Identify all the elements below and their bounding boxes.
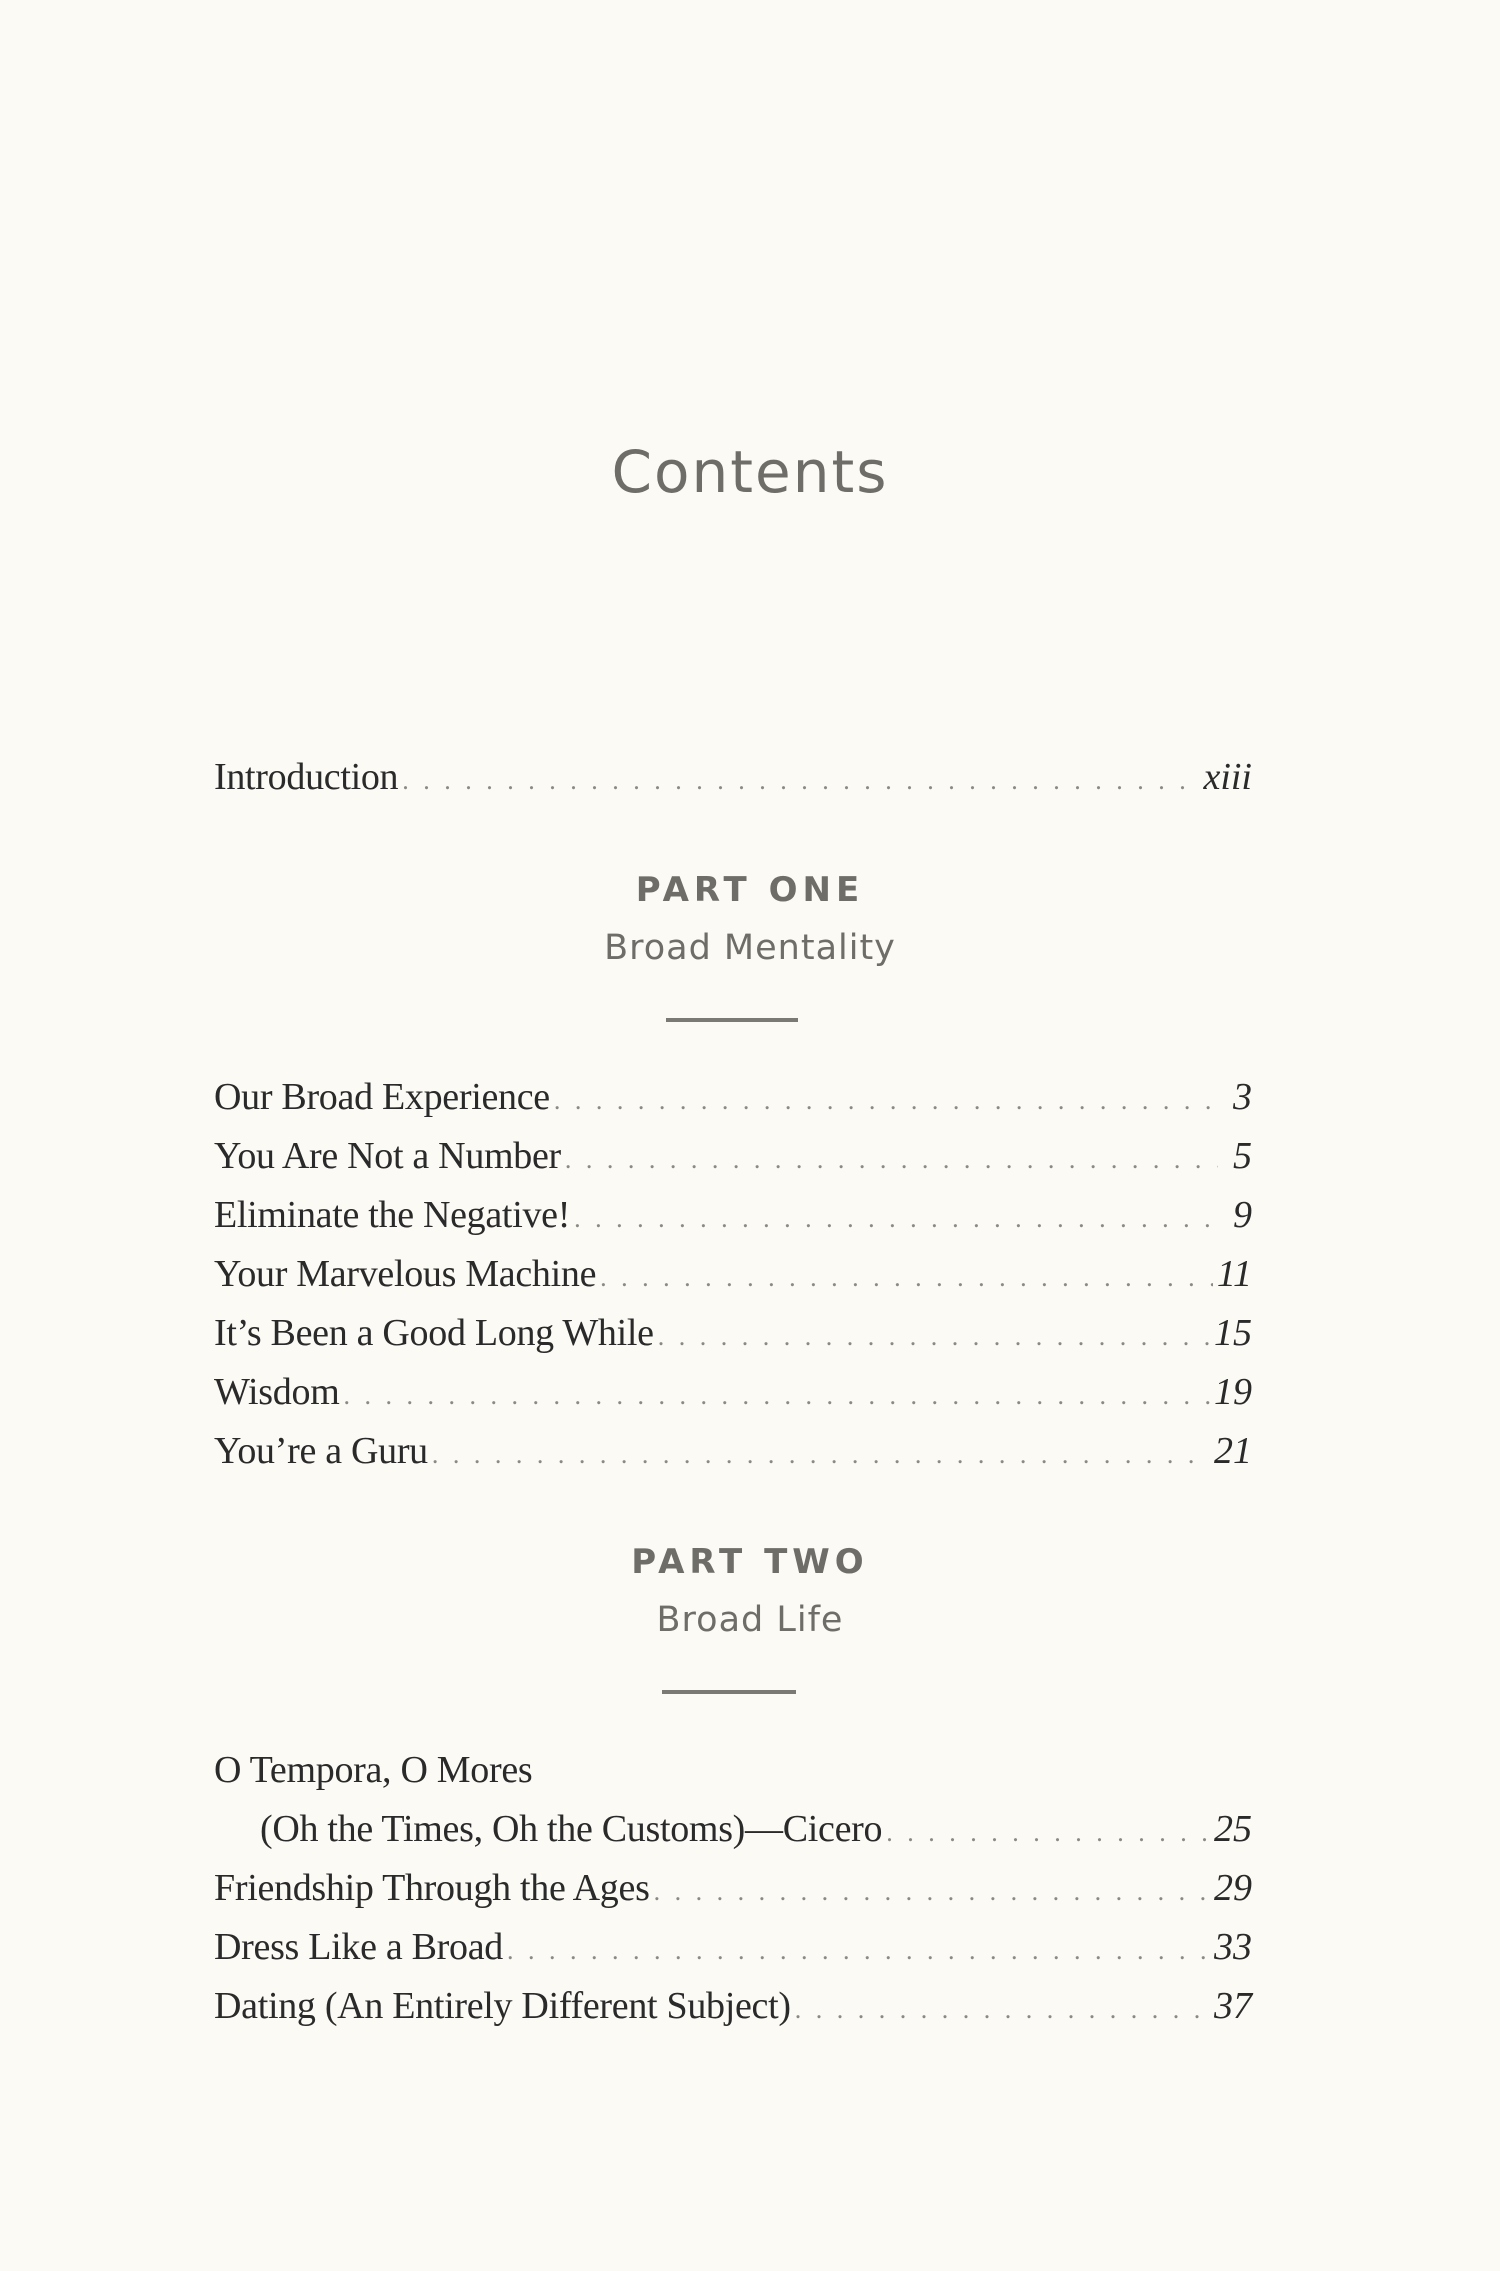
toc-part-two-list bbox=[214, 1741, 1252, 2036]
dot-leader bbox=[574, 1189, 1218, 1248]
dot-leader bbox=[554, 1071, 1218, 1130]
toc-entry-title: Our Broad Experience bbox=[214, 1076, 550, 1118]
dot-leader bbox=[654, 1862, 1210, 1921]
toc-entry-page: 5 bbox=[1233, 1135, 1252, 1177]
toc-entry-title: Eliminate the Negative! bbox=[214, 1194, 571, 1236]
dot-leader bbox=[565, 1130, 1218, 1189]
toc-entry bbox=[214, 1068, 1252, 1127]
toc-entry-title: You Are Not a Number bbox=[214, 1135, 561, 1177]
toc-entry bbox=[214, 1245, 1252, 1304]
toc-entry bbox=[214, 1127, 1252, 1186]
toc-entry bbox=[214, 1363, 1252, 1422]
toc-entry-page: 3 bbox=[1233, 1076, 1252, 1118]
dot-leader bbox=[432, 1425, 1210, 1484]
toc-entry-page: 21 bbox=[1214, 1430, 1252, 1472]
dot-leader bbox=[343, 1366, 1210, 1425]
toc-entry-page: 33 bbox=[1214, 1926, 1252, 1968]
toc-entry-title: You’re a Guru bbox=[214, 1430, 428, 1472]
toc-entry-title: Friendship Through the Ages bbox=[214, 1867, 650, 1909]
toc-entry-title: It’s Been a Good Long While bbox=[214, 1312, 654, 1354]
toc-entry bbox=[214, 1918, 1252, 1977]
toc-entry-page: xiii bbox=[1203, 756, 1252, 798]
dot-leader bbox=[507, 1921, 1210, 1980]
dot-leader bbox=[795, 1980, 1210, 2039]
toc-entry-page: 29 bbox=[1214, 1867, 1252, 1909]
part-two-label: PART TWO bbox=[631, 1542, 869, 1582]
part-one-divider bbox=[666, 1018, 798, 1022]
toc-entry-title: Wisdom bbox=[214, 1371, 340, 1413]
part-one-label: PART ONE bbox=[635, 870, 865, 910]
toc-entry-title: Introduction bbox=[214, 756, 399, 798]
part-two-subtitle: Broad Life bbox=[656, 1600, 844, 1640]
dot-leader bbox=[402, 751, 1199, 810]
toc-entry-page: 19 bbox=[1214, 1371, 1252, 1413]
toc-part-one-list bbox=[214, 1068, 1252, 1481]
toc-entry bbox=[214, 748, 1252, 807]
toc-entry bbox=[214, 1800, 1252, 1859]
toc-entry bbox=[214, 1186, 1252, 1245]
toc-entry bbox=[214, 1422, 1252, 1481]
dot-leader bbox=[658, 1307, 1210, 1366]
page-title: Contents bbox=[611, 438, 889, 506]
toc-entry bbox=[214, 1859, 1252, 1918]
toc-entry-page: 9 bbox=[1233, 1194, 1252, 1236]
part-two-divider bbox=[662, 1690, 796, 1694]
toc-entry bbox=[214, 1304, 1252, 1363]
toc-entry-page: 37 bbox=[1214, 1985, 1252, 2027]
toc-entry-page: 11 bbox=[1216, 1253, 1252, 1295]
toc-entry-page: 15 bbox=[1214, 1312, 1252, 1354]
toc-entry-title: Dress Like a Broad bbox=[214, 1926, 504, 1968]
toc-entry-page: 25 bbox=[1214, 1808, 1252, 1850]
dot-leader bbox=[600, 1248, 1213, 1307]
dot-leader bbox=[886, 1803, 1210, 1862]
toc-entry-title: Your Marvelous Machine bbox=[214, 1253, 597, 1295]
toc-entry-title: (Oh the Times, Oh the Customs)—Cicero bbox=[260, 1808, 883, 1850]
toc-intro bbox=[214, 748, 1252, 807]
toc-entry-title-first-line: O Tempora, O Mores bbox=[214, 1749, 533, 1791]
toc-entry-title: Dating (An Entirely Different Subject) bbox=[214, 1985, 791, 2027]
part-one-subtitle: Broad Mentality bbox=[604, 928, 896, 968]
toc-entry bbox=[214, 1977, 1252, 2036]
